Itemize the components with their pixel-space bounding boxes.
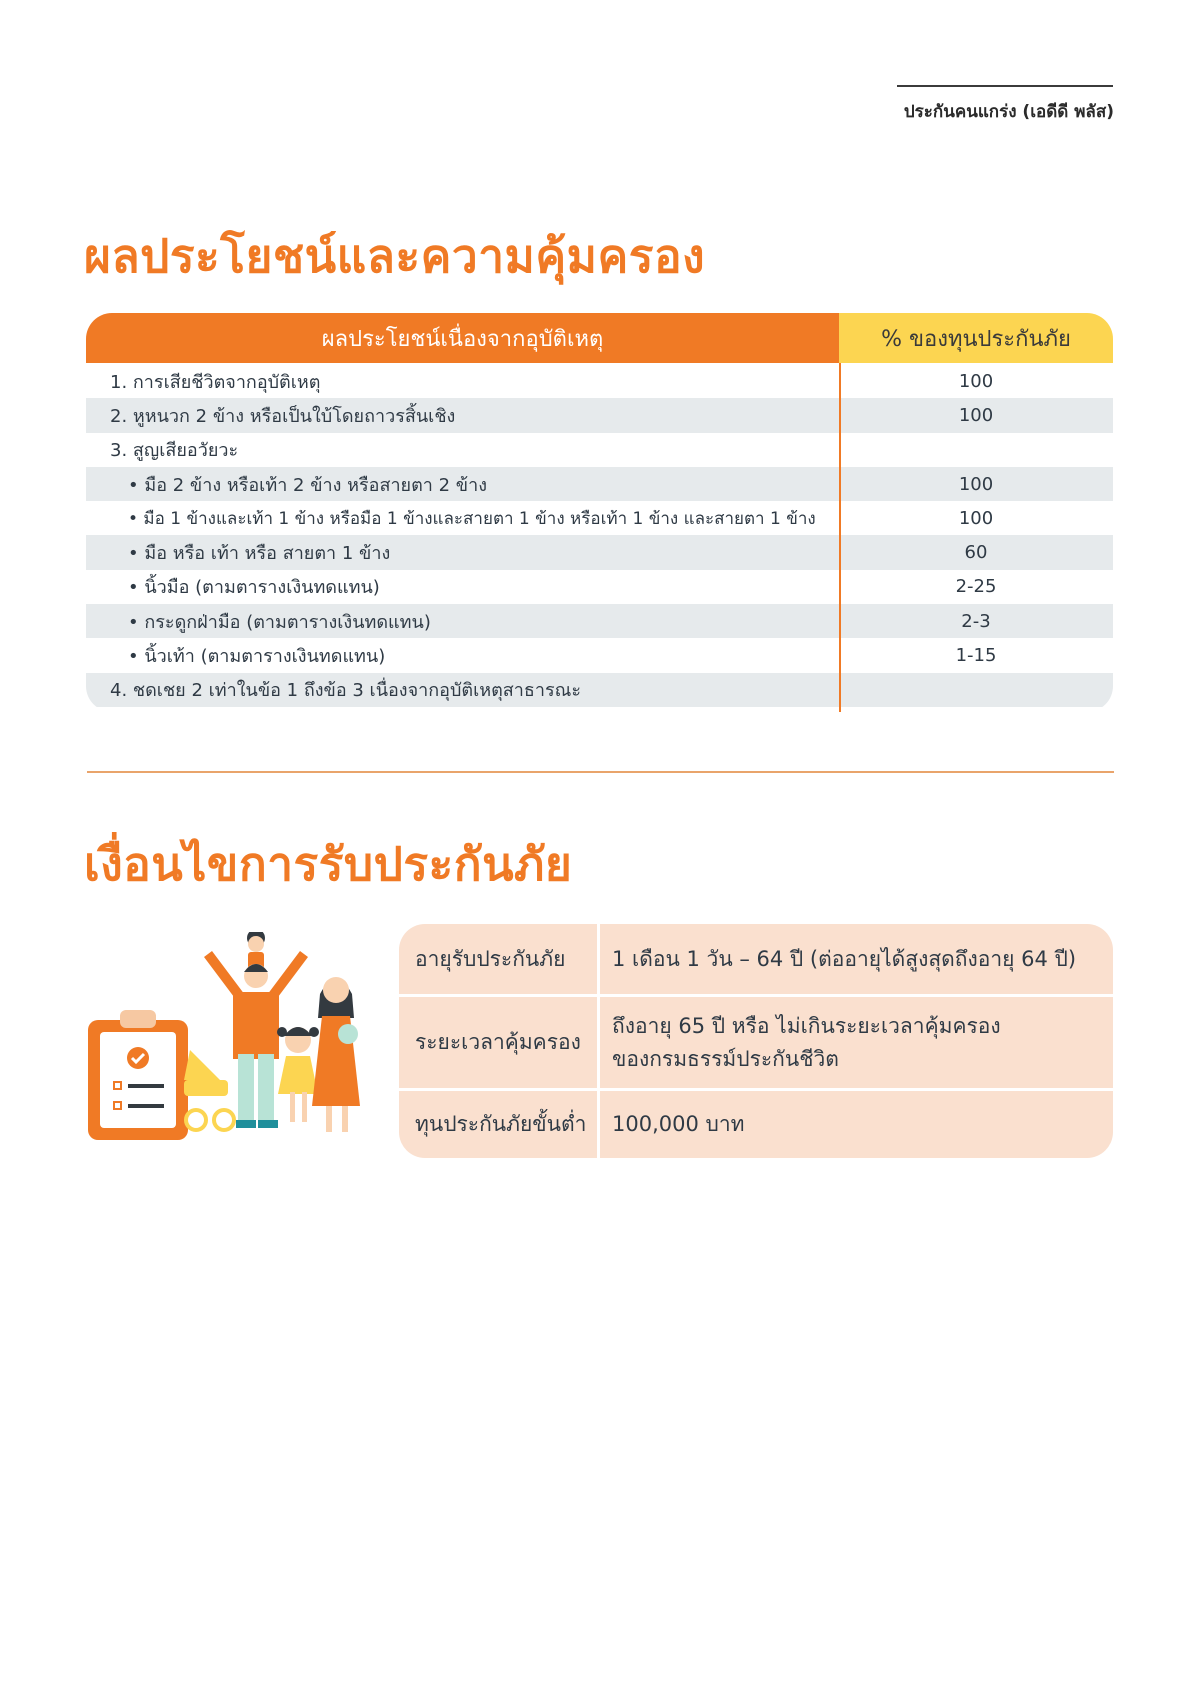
benefit-value: 100	[958, 404, 994, 426]
condition-value-line1: ถึงอายุ 65 ปี หรือ ไม่เกินระยะเวลาคุ้มครอง	[612, 1013, 1001, 1038]
benefit-value: 2-25	[955, 576, 997, 598]
benefit-value: 100	[958, 370, 994, 392]
condition-value-text: 1 เดือน 1 วัน – 64 ปี (ต่ออายุได้สูงสุดถึงอายุ 64 ปี)	[612, 946, 1077, 971]
table-row	[399, 1091, 1113, 1158]
table-row	[86, 638, 1113, 672]
father-icon	[208, 932, 304, 1128]
table-row	[399, 924, 1113, 994]
condition-value	[600, 997, 1113, 1088]
stroller-icon	[184, 1050, 234, 1130]
benefits-col-header: ผลประโยชน์เนื่องจากอุบัติเหตุ	[86, 313, 839, 363]
benefit-label: • นิ้วมือ (ตามตารางเงินทดแทน)	[128, 577, 380, 599]
benefit-label: • นิ้วเท้า (ตามตารางเงินทดแทน)	[128, 646, 386, 668]
column-divider	[839, 363, 841, 712]
percent-col-header: % ของทุนประกันภัย	[839, 313, 1113, 363]
condition-label: ทุนประกันภัยขั้นต่ำ	[399, 1091, 600, 1158]
benefits-table-body	[86, 364, 1113, 707]
benefit-label: 4. ชดเชย 2 เท่าในข้อ 1 ถึงข้อ 3 เนื่องจากอุบัติเหตุสาธารณะ	[110, 680, 582, 702]
table-row	[86, 433, 1113, 467]
table-row	[86, 673, 1113, 707]
table-row	[86, 570, 1113, 604]
benefit-label: • มือ หรือ เท้า หรือ สายตา 1 ข้าง	[128, 543, 391, 565]
benefits-table-header	[86, 313, 1113, 363]
benefit-label: • มือ 1 ข้างและเท้า 1 ข้าง หรือมือ 1 ข้างและสายตา 1 ข้าง หรือเท้า 1 ข้าง และสายตา 1 ข้าง	[128, 508, 816, 529]
benefit-label: • มือ 2 ข้าง หรือเท้า 2 ข้าง หรือสายตา 2 ข้าง	[128, 474, 487, 496]
conditions-title: เงื่อนไขการรับประกันภัย	[84, 837, 573, 891]
condition-label: อายุรับประกันภัย	[399, 924, 600, 994]
header-rule	[897, 85, 1113, 87]
clipboard-icon	[88, 1010, 188, 1140]
conditions-table	[399, 924, 1113, 1158]
benefit-value: 1-15	[955, 645, 997, 667]
benefits-title: ผลประโยชน์และความคุ้มครอง	[84, 229, 706, 283]
girl-icon	[277, 1027, 319, 1122]
table-row	[86, 604, 1113, 638]
benefit-label: 1. การเสียชีวิตจากอุบัติเหตุ	[110, 371, 321, 393]
table-row	[86, 467, 1113, 501]
benefit-label: • กระดูกฝ่ามือ (ตามตารางเงินทดแทน)	[128, 611, 431, 633]
table-row	[86, 364, 1113, 398]
condition-value-text: 100,000 บาท	[612, 1112, 745, 1136]
condition-label: ระยะเวลาคุ้มครอง	[399, 997, 600, 1088]
table-row	[399, 997, 1113, 1088]
condition-value-line2: ของกรมธรรม์ประกันชีวิต	[612, 1046, 839, 1071]
benefits-table	[86, 313, 1113, 712]
family-illustration	[86, 932, 376, 1147]
benefit-label: 2. หูหนวก 2 ข้าง หรือเป็นใบ้โดยถาวรสิ้นเชิง	[110, 405, 456, 427]
mother-icon	[312, 977, 360, 1132]
section-divider	[87, 771, 1114, 773]
table-row	[86, 501, 1113, 535]
table-row	[86, 535, 1113, 569]
product-name: ประกันคนแกร่ง (เอดีดี พลัส)	[903, 102, 1114, 122]
benefit-value: 100	[958, 507, 994, 529]
benefit-label: 3. สูญเสียอวัยวะ	[110, 440, 239, 462]
benefit-value: 100	[958, 473, 994, 495]
benefit-value: 60	[964, 542, 988, 564]
condition-value	[600, 1091, 1113, 1158]
table-row	[86, 398, 1113, 432]
benefit-value: 2-3	[961, 610, 991, 632]
condition-value	[600, 924, 1113, 994]
